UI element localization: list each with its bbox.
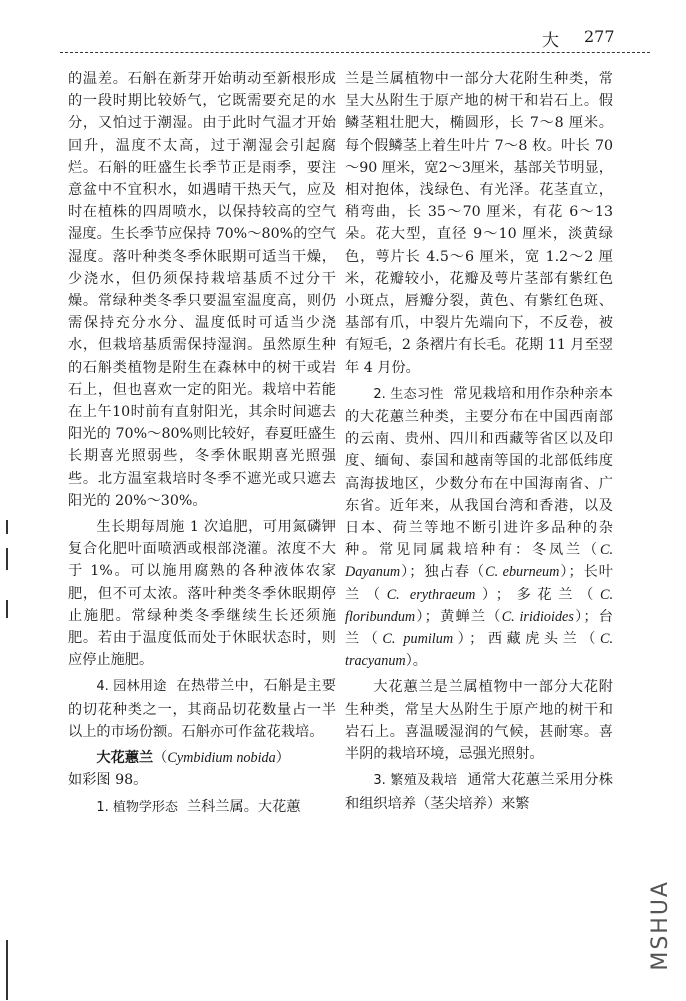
- species-latin-name: Cymbidium nobida: [167, 750, 276, 767]
- paragraph-garden-use: [68, 675, 336, 743]
- paragraph-morphology-start: [68, 796, 336, 819]
- species-name: 大花蕙兰: [96, 750, 154, 767]
- species-entry-title: 大花蕙兰（Cymbidium nobida）: [96, 750, 290, 767]
- scan-margin-mark: [6, 940, 8, 1000]
- section-heading-ecology: 2. 生态习性: [373, 386, 444, 402]
- sep-5: ）；台兰（: [345, 608, 613, 648]
- page-number: 277: [584, 27, 615, 46]
- paragraph-ecology: [345, 383, 613, 673]
- watermark-text: MSHUA: [648, 880, 673, 971]
- section-heading-garden-use: 4. 园林用途: [96, 679, 167, 695]
- morphology-text-start: 兰科兰属。大花蕙: [186, 798, 301, 815]
- latin-eburneum: C. eburneum: [485, 564, 560, 581]
- latin-pumilum: C. pumilum: [382, 631, 454, 648]
- header-chapter-char: 大: [542, 31, 559, 51]
- scan-margin-mark: [6, 600, 8, 618]
- latin-floribundum: C. floribundum: [345, 586, 613, 625]
- paragraph-morphology: 兰是兰属植物中一部分大花附生种类，常呈大丛附生于原产地的树干和岩石上。假鳞茎粗壮肥大，椭圆形，长 7～8 厘米。每个假鳞茎上着生叶片 7～8 枚。叶长 70～90 厘米，宽2～3厘米，基部关节明显，相对抱体，浅绿色、有光泽。花茎直立，稍弯曲，长 35～70 厘米，有花 6～13 朵。花大型，直径 9～10 厘米，淡黄绿色，萼片长 4.5～6 厘米，宽 1.2～2 厘米，花瓣较小，花瓣及萼片茎部有紫红色小斑点，唇瓣分裂，黄色、有紫红色斑、基部有爪，中裂片先端向下，不反卷，被有短毛，2 条褶片有长毛。花期 11 月至翌年 4 月份。: [345, 71, 613, 376]
- running-header: [60, 26, 650, 50]
- paragraph-fertilizer: 生长期每周施 1 次追肥，可用氮磷钾复合化肥叶面喷洒或根部浇灌。浓度不大于 1%。可以施用腐熟的各种液体农家肥，但不可太浓。落叶种类冬季休眠期停止施肥。常绿种类冬季继续生长还须施肥。若由于温度低而处于休眠状态时，则应停止施肥。: [68, 519, 336, 669]
- sep-end: ）。: [405, 653, 427, 670]
- ecology-text: 常见栽培和用作杂种亲本的大花蕙兰种类，主要分布在中国西南部的云南、贵州、四川和西藏等省区以及印度、缅甸、泰国和越南等国的北部低纬度高海拔地区，少数分布在中国海南省、广东省。近年来，从我国台湾和香港，以及日本、荷兰等地不断引进许多品种的杂种。常见同属栽培种有：冬凤兰（: [345, 385, 613, 559]
- sep-3: ）；多花兰（: [475, 586, 600, 603]
- latin-erythraeum: C. erythraeum: [386, 586, 476, 603]
- header-rule: [60, 52, 650, 53]
- sep-4: ）；黄蝉兰（: [415, 608, 502, 625]
- paragraph-habit: 大花蕙兰是兰属植物中一部分大花附生种类，常呈大丛附生于原产地的树干和岩石上。喜温暖湿润的气候，甚耐寒。喜半阴的栽培环境，忌强光照射。: [345, 679, 613, 763]
- garden-use-text: 在热带兰中，石斛是主要的切花种类之一，其商品切花数量占一半以上的市场份额。石斛亦可作盆花栽培。: [68, 678, 336, 740]
- section-heading-propagation: 3. 繁殖及栽培: [373, 773, 458, 789]
- sep-1: ）；独占春（: [400, 564, 486, 581]
- latin-dayanum: C. Dayanum: [345, 542, 613, 581]
- sep-2: ）；长叶兰（: [345, 564, 613, 603]
- paragraph-propagation: [345, 769, 613, 814]
- propagation-text: 通常大花蕙兰采用分株和组织培养（茎尖培养）来繁: [345, 772, 613, 812]
- left-column: [68, 68, 336, 819]
- paragraph-humidity: 的温差。石斛在新芽开始萌动至新根形成的一段时期比较娇气，它既需要充足的水分，又怕过于潮湿。由于此时气温才开始回升，温度不太高，过于潮湿会引起腐烂。石斛的旺盛生长季节正是雨季，要注意盆中不宜积水，如遇晴干热天气，应及时在植株的四周喷水，以保持较高的空气湿度。生长季节应保持 70%～80%的空气湿度。落叶种类冬季休眠期可适当干燥，少浇水，但仍须保持栽培基质不过分干燥。常绿种类冬季只要温室温度高，则仍需保持充分水分、温度低时可适当少浇水，但栽培基质需保持湿润。虽然原生种的石斛类植物是附生在森林中的树干或岩石上，但也喜欢一定的阳光。栽培中若能在上午10时前有直射阳光，其余时间遮去阳光的 70%～80%则比较好，春夏旺盛生长期喜光照弱些，冬季休眠期喜光照强些。北方温室栽培时冬季不遮光或只遮去阳光的 20%～30%。: [68, 71, 336, 509]
- section-heading-morphology: 1. 植物学形态: [96, 799, 178, 815]
- color-plate-ref: 如彩图 98。: [68, 772, 148, 789]
- latin-tracyanum: C. tracyanum: [345, 631, 613, 670]
- latin-iridioides: C. iridioides: [501, 608, 574, 625]
- sep-6: ）；西藏虎头兰（: [453, 631, 600, 648]
- scan-margin-mark: [6, 520, 8, 534]
- scan-margin-mark: [6, 548, 8, 570]
- right-column: [345, 68, 613, 815]
